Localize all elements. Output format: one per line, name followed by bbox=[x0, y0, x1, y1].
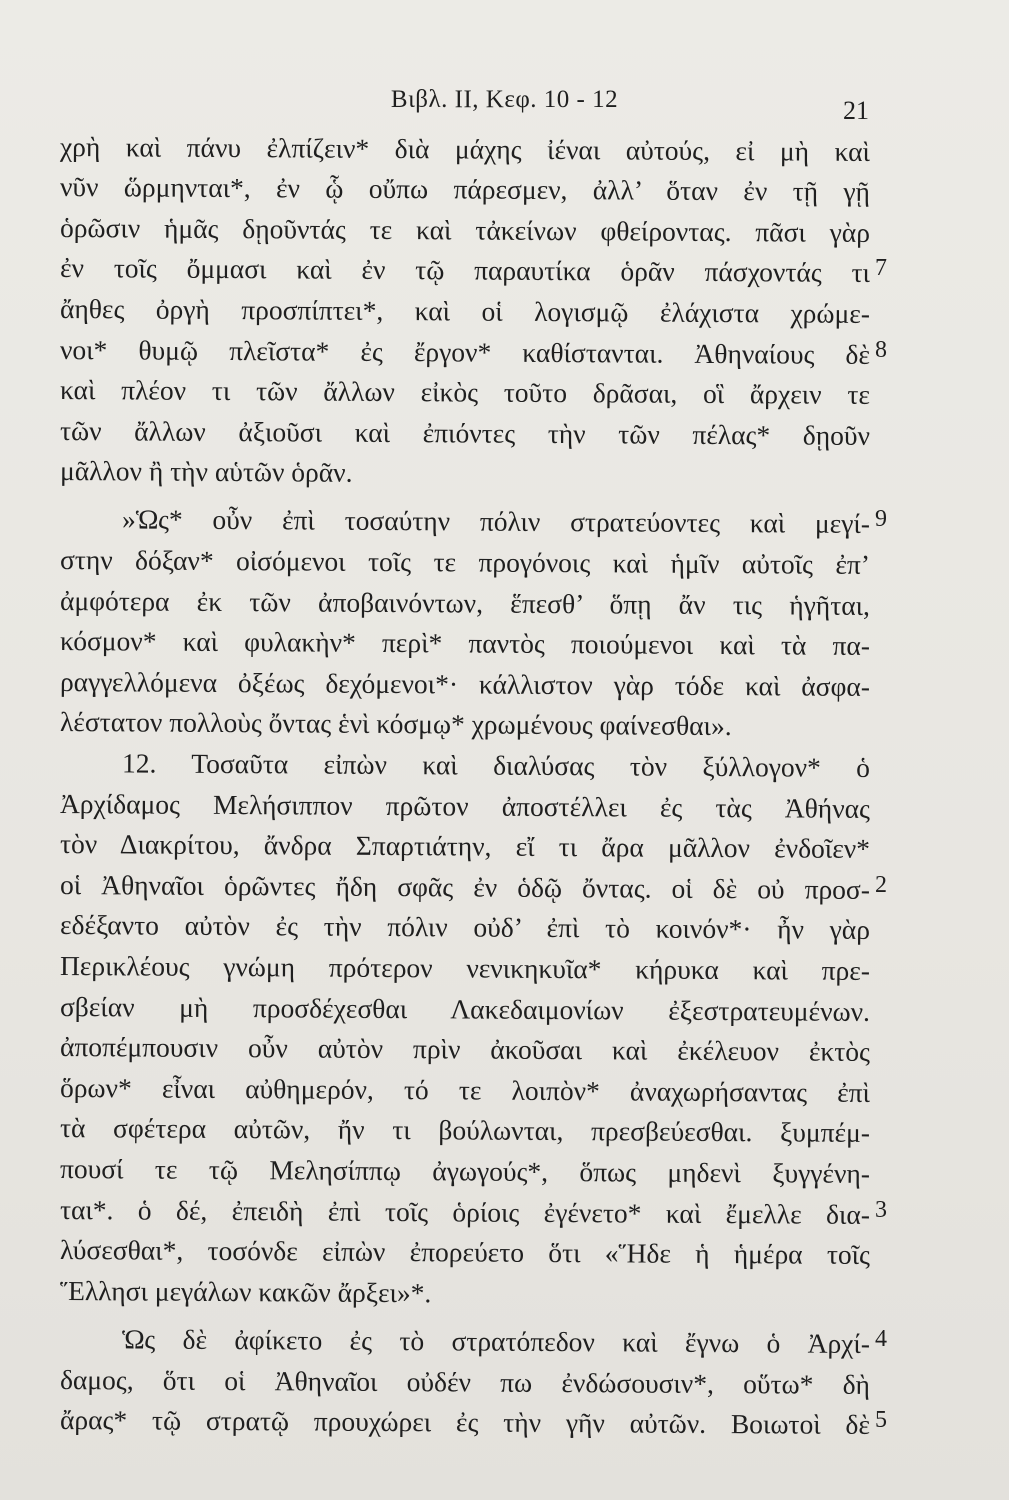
text-line: πουσί τε τῷ Μελησίππῳ ἀγωγούς*, ὅπως μηδενὶ ξυγγένη- bbox=[59, 1153, 871, 1189]
text-line: ται*. ὁ δέ, ἐπειδὴ ἐπὶ τοῖς ὁρίοις ἐγένετο* καὶ ἔμελλε δια- bbox=[59, 1194, 871, 1230]
text-line: 12. Τοσαῦτα εἰπὼν καὶ διαλύσας τὸν ξύλλογον* ὁ bbox=[121, 747, 871, 783]
margin-section-number: 5 bbox=[875, 1407, 887, 1433]
running-head: Βιβλ. ΙΙ, Κεφ. 10 - 12 bbox=[390, 86, 619, 113]
text-line: νῦν ὥρμηνται*, ἐν ᾧ οὔπω πάρεσμεν, ἀλλ’ ὅταν ἐν τῇ γῇ bbox=[59, 171, 871, 207]
text-line: ἀμφότερα ἐκ τῶν ἀποβαινόντων, ἕπεσθ’ ὅπῃ ἄν τις ἡγῆται, bbox=[59, 585, 871, 621]
text-line: λύσεσθαι*, τοσόνδε εἰπὼν ἐπορεύετο ὅτι «Ἥδε ἡ ἡμέρα τοῖς bbox=[59, 1234, 871, 1270]
text-line: σβείαν μὴ προσδέχεσθαι Λακεδαιμονίων ἐξεστρατευμένων. bbox=[59, 991, 871, 1027]
text-line: ἄηθες ὀργὴ προσπίπτει*, καὶ οἱ λογισμῷ ἐλάχιστα χρώμε- bbox=[59, 293, 871, 329]
text-line: οἱ Ἀθηναῖοι ὁρῶντες ἤδη σφᾶς ἐν ὁδῷ ὄντας. οἱ δὲ οὐ προσ- bbox=[59, 869, 871, 905]
text-line: τὰ σφέτερα αὐτῶν, ἤν τι βούλωνται, πρεσβεύεσθαι. ξυμπέμ- bbox=[59, 1112, 871, 1148]
text-line: ὁρῶσιν ἡμᾶς δῃοῦντάς τε καὶ τἀκείνων φθείροντας. πᾶσι γὰρ bbox=[59, 212, 871, 248]
margin-section-number: 2 bbox=[875, 872, 887, 898]
text-line: Ἕλλησι μεγάλων κακῶν ἄρξει»*. bbox=[59, 1275, 432, 1309]
margin-section-number: 3 bbox=[875, 1197, 887, 1223]
text-line: ραγγελλόμενα ὀξέως δεχόμενοι*· κάλλιστον γὰρ τόδε καὶ ἀσφα- bbox=[59, 666, 871, 702]
text-line: στην δόξαν* οἰσόμενοι τοῖς τε προγόνοις καὶ ἡμῖν αὐτοῖς ἐπ’ bbox=[59, 544, 871, 580]
margin-section-number: 4 bbox=[875, 1326, 887, 1352]
text-line: ἀποπέμπουσιν οὖν αὐτὸν πρὶν ἀκοῦσαι καὶ ἐκέλευον ἐκτὸς bbox=[59, 1031, 871, 1067]
text-line: ἄρας* τῷ στρατῷ προυχώρει ἐς τὴν γῆν αὐτῶν. Βοιωτοὶ δὲ bbox=[59, 1404, 871, 1440]
margin-section-number: 9 bbox=[875, 506, 887, 532]
margin-section-number: 8 bbox=[875, 337, 887, 363]
text-line: »Ὡς* οὖν ἐπὶ τοσαύτην πόλιν στρατεύοντες καὶ μεγί- bbox=[121, 503, 871, 539]
text-line: νοι* θυμῷ πλεῖστα* ἐς ἔργον* καθίστανται. Ἀθηναίους δὲ bbox=[59, 334, 871, 370]
text-line: χρὴ καὶ πάνυ ἐλπίζειν* διὰ μάχης ἰέναι αὐτούς, εἰ μὴ καὶ bbox=[59, 131, 871, 167]
text-line: κόσμον* καὶ φυλακὴν* περὶ* παντὸς ποιούμενοι καὶ τὰ πα- bbox=[59, 625, 871, 661]
text-line: Ἀρχίδαμος Μελήσιππον πρῶτον ἀποστέλλει ἐς τὰς Ἀθήνας bbox=[59, 788, 871, 824]
page-number: 21 bbox=[843, 96, 869, 125]
text-line: λέστατον πολλοὺς ὄντας ἑνὶ κόσμῳ* χρωμένους φαίνεσθαι». bbox=[59, 706, 732, 742]
text-line: Ὡς δὲ ἀφίκετο ἐς τὸ στρατόπεδον καὶ ἔγνω ὁ Ἀρχί- bbox=[121, 1323, 871, 1359]
text-line: τὸν Διακρίτου, ἄνδρα Σπαρτιάτην, εἴ τι ἄρα μᾶλλον ἐνδοῖεν* bbox=[59, 828, 871, 864]
text-line: μᾶλλον ἢ τὴν αὑτῶν ὁρᾶν. bbox=[59, 455, 353, 488]
text-line: Περικλέους γνώμη πρότερον νενικηκυῖα* κήρυκα καὶ πρε- bbox=[59, 950, 871, 986]
text-line: ὅρων* εἶναι αὐθημερόν, τό τε λοιπὸν* ἀναχωρήσαντας ἐπὶ bbox=[59, 1072, 871, 1108]
text-line: ἐν τοῖς ὄμμασι καὶ ἐν τῷ παραυτίκα ὁρᾶν πάσχοντάς τι bbox=[59, 252, 871, 288]
text-line: εδέξαντο αὐτὸν ἐς τὴν πόλιν οὐδ’ ἐπὶ τὸ κοινόν*· ἦν γὰρ bbox=[59, 909, 871, 945]
text-line: δαμος, ὅτι οἱ Ἀθηναῖοι οὐδέν πω ἐνδώσουσιν*, οὕτω* δὴ bbox=[59, 1364, 871, 1400]
margin-section-number: 7 bbox=[875, 255, 887, 281]
text-line: τῶν ἄλλων ἀξιοῦσι καὶ ἐπιόντες τὴν τῶν πέλας* δῃοῦν bbox=[59, 415, 871, 451]
text-line: καὶ πλέον τι τῶν ἄλλων εἰκὸς τοῦτο δρᾶσαι, οἳ ἄρχειν τε bbox=[59, 374, 871, 410]
